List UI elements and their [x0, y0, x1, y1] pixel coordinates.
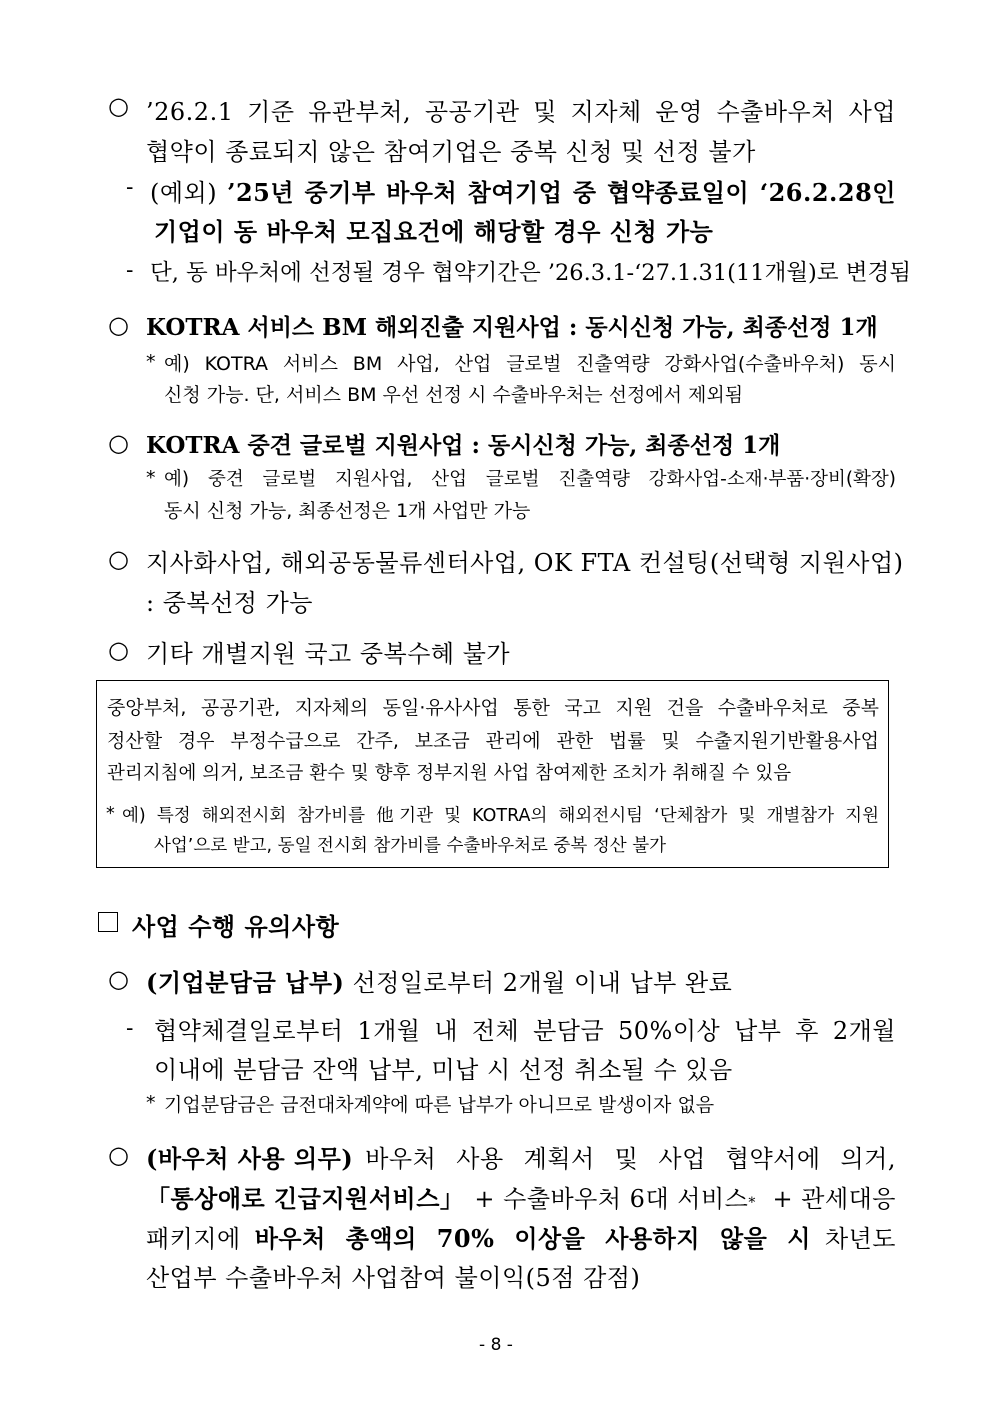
s2-text: 바우처 사용 계획서 및 사업 협약서에 의거,: [365, 1145, 896, 1173]
bullet-circle: ○: [108, 311, 130, 339]
warning-note-line-2: 사업’으로 받고, 동일 전시회 참가비를 수출바우처로 중복 정산 불가: [154, 836, 667, 856]
checkbox-square-icon: [98, 912, 118, 932]
s1-dash-line-1: 협약체결일로부터 1개월 내 전체 분담금 50%이상 납부 후 2개월: [154, 1017, 896, 1045]
dash-marker: -: [126, 258, 134, 283]
s1-text: 선정일로부터 2개월 이내 납부 완료: [352, 969, 733, 997]
bullet-circle: ○: [108, 965, 130, 993]
dash-marker: -: [126, 1016, 134, 1041]
s2-bold-service: 「통상애로 긴급지원서비스」: [146, 1184, 465, 1213]
exception-label: (예외): [150, 179, 218, 207]
dash-marker: -: [126, 175, 134, 200]
p2-note-line-2: 신청 가능. 단, 서비스 BM 우선 선정 시 수출바우처는 선정에서 제외됨: [164, 384, 744, 406]
bullet-circle: ○: [108, 92, 130, 120]
p5-line-1: 기타 개별지원 국고 중복수혜 불가: [146, 640, 511, 668]
p1-exception-line-1: [150, 173, 896, 208]
p3-note-line-2: 동시 신청 가능, 최종선정은 1개 사업만 가능: [164, 500, 531, 522]
page-number: - 8 -: [479, 1335, 513, 1355]
p2-note-line-1: 예) KOTRA 서비스 BM 사업, 산업 글로벌 진출역량 강화사업(수출바우처) 동시: [164, 353, 896, 375]
section-title: 사업 수행 유의사항: [132, 912, 340, 941]
s2-customs-package: + 관세대응: [772, 1185, 896, 1213]
s2-line-3: [146, 1219, 896, 1254]
exception-bold-text: ’25년 중기부 바우처 참여기업 중 협약종료일이 ‘26.2.28인: [227, 178, 896, 207]
warning-note-line-1: 예) 특정 해외전시회 참가비를 他기관 및 KOTRA의 해외전시팀 ‘단체참가 및 개별참가 지원: [122, 806, 879, 826]
s1-bold-label: (기업분담금 납부): [146, 968, 345, 997]
bullet-circle: ○: [108, 429, 130, 457]
note-star: *: [106, 804, 115, 824]
p2-title: KOTRA 서비스 BM 해외진출 지원사업 : 동시신청 가능, 최종선정 1개: [146, 314, 878, 341]
p3-title: KOTRA 중견 글로벌 지원사업 : 동시신청 가능, 최종선정 1개: [146, 432, 781, 459]
note-star: *: [146, 1092, 156, 1114]
s2-voucher-services: + 수출바우처 6대 서비스: [474, 1185, 749, 1213]
p3-note-line-1: 예) 중견 글로벌 지원사업, 산업 글로벌 진출역량 강화사업-소재·부품·장비(확장): [164, 469, 896, 490]
p1-contract-period-line: 단, 동 바우처에 선정될 경우 협약기간은 ’26.3.1-‘27.1.31(11개월)로 변경됨: [150, 260, 911, 286]
bullet-circle: ○: [108, 636, 130, 664]
s2-bold-requirement: 바우처 총액의 70% 이상을 사용하지 않을 시: [254, 1224, 811, 1253]
s2-package-text: 패키지에: [146, 1225, 241, 1253]
p4-line-2: : 중복선정 가능: [146, 589, 313, 617]
warning-line-3: 관리지침에 의거, 보조금 환수 및 향후 정부지원 사업 참여제한 조치가 취해질 수 있음: [107, 763, 792, 784]
s2-line-1: [146, 1139, 896, 1174]
warning-line-1: 중앙부처, 공공기관, 지자체의 동일·유사사업 통한 국고 지원 건을 수출바우처로 중복: [107, 697, 879, 719]
p1-line-1: ’26.2.1 기준 유관부처, 공공기관 및 지자체 운영 수출바우처 사업: [146, 98, 896, 126]
note-star: *: [146, 467, 156, 489]
s1-dash-line-2: 이내에 분담금 잔액 납부, 미납 시 선정 취소될 수 있음: [154, 1056, 733, 1084]
note-star: *: [146, 351, 156, 373]
s2-bold-label: (바우처 사용 의무): [146, 1144, 354, 1173]
s2-next-year: 차년도: [824, 1225, 896, 1253]
p1-exception-line-2: 기업이 동 바우처 모집요건에 해당할 경우 신청 가능: [154, 217, 714, 246]
s2-line-2: [146, 1179, 896, 1214]
s2-footnote-mark: *: [748, 1195, 756, 1211]
p4-line-1: 지사화사업, 해외공동물류센터사업, OK FTA 컨설팅(선택형 지원사업): [146, 549, 904, 577]
warning-line-2: 정산할 경우 부정수급으로 간주, 보조금 관리에 관한 법률 및 수출지원기반활용사업: [107, 730, 879, 752]
bullet-circle: ○: [108, 1141, 130, 1169]
p1-line-2: 협약이 종료되지 않은 참여기업은 중복 신청 및 선정 불가: [146, 138, 756, 166]
s2-line-4: 산업부 수출바우처 사업참여 불이익(5점 감점): [146, 1264, 641, 1292]
bullet-circle: ○: [108, 545, 130, 573]
s1-line-1: [146, 963, 732, 998]
s1-note: 기업분담금은 금전대차계약에 따른 납부가 아니므로 발생이자 없음: [164, 1094, 715, 1116]
